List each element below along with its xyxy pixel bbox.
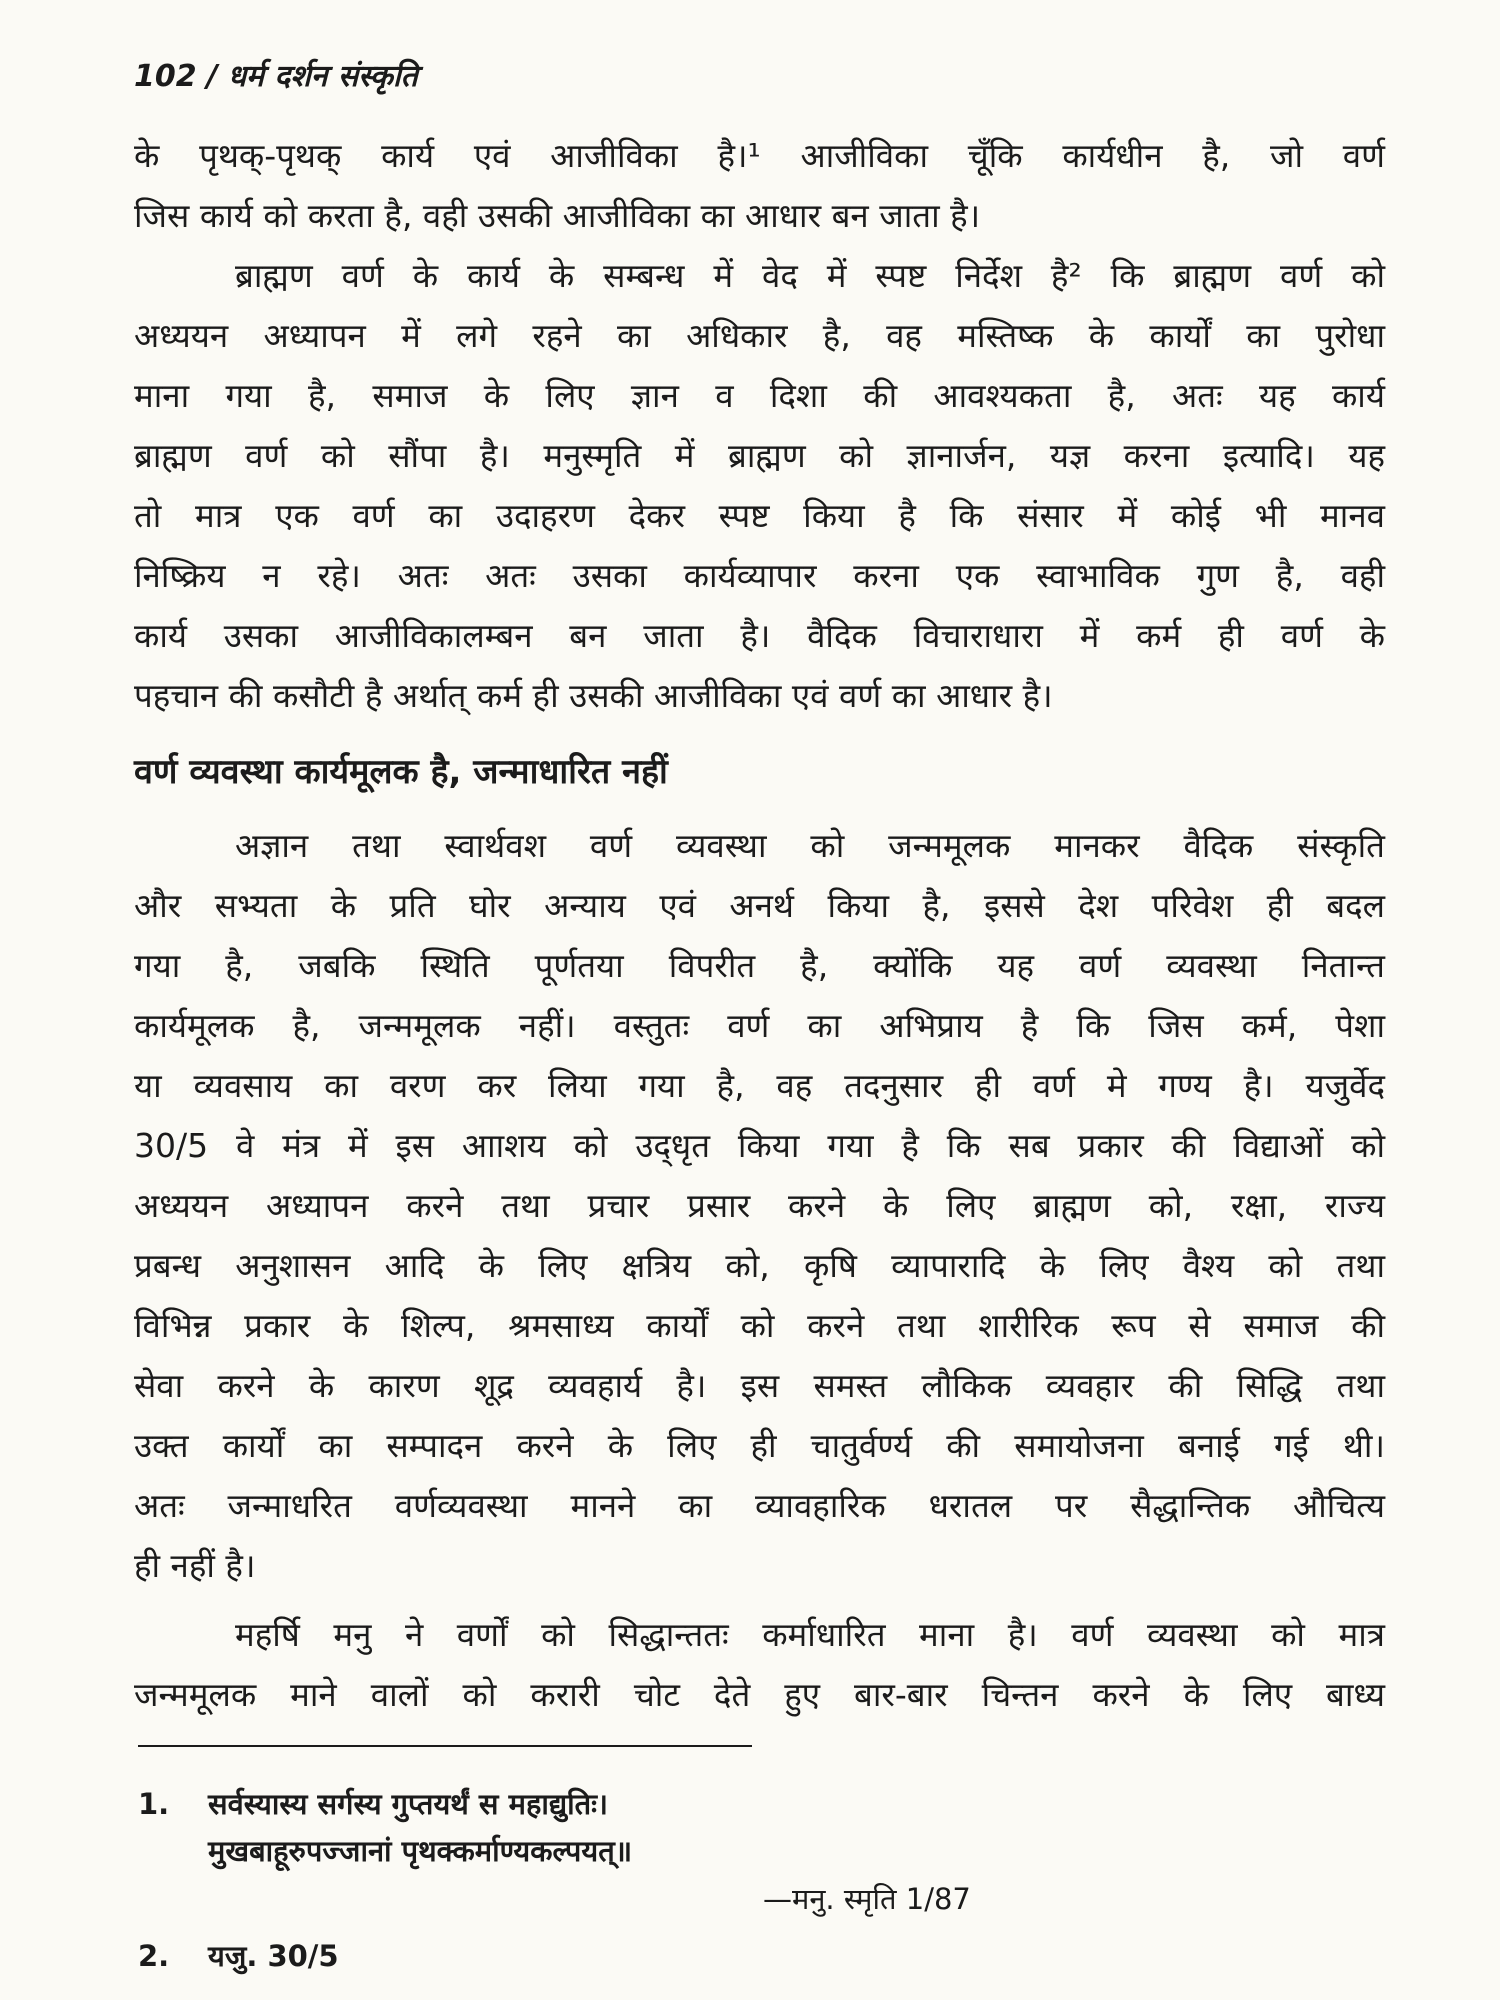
paragraph-4-line-1: महर्षि मनु ने वर्णों को सिद्धान्ततः कर्माधारित माना है। वर्ण व्यवस्था को मात्र [235, 1615, 1385, 1654]
footnote-1-line-2: मुखबाहूरुपज्जानां पृथक्कर्माण्यकल्पयत्॥ [208, 1834, 633, 1868]
paragraph-2-line-1: ब्राह्मण वर्ण के कार्य के सम्बन्ध में वेद में स्पष्ट निर्देश है² कि ब्राह्मण वर्ण को [235, 256, 1385, 295]
paragraph-2-line-8: पहचान की कसौटी है अर्थात् कर्म ही उसकी आजीविका एवं वर्ण का आधार है। [134, 676, 1053, 715]
footnote-1-number: 1. [138, 1787, 170, 1821]
footnote-1-verse [208, 1781, 632, 1875]
paragraph-2 [134, 246, 1385, 726]
paragraph-3-line-5: या व्यवसाय का वरण कर लिया गया है, वह तदनुसार ही वर्ण मे गण्य है। यजुर्वेद [134, 1066, 1385, 1105]
footnote-divider [138, 1745, 752, 1747]
footnote-1-attribution: —मनु. स्मृति 1/87 [763, 1882, 971, 1916]
paragraph-3-line-4: कार्यमूलक है, जन्ममूलक नहीं। वस्तुतः वर्ण का अभिप्राय है कि जिस कर्म, पेशा [134, 1006, 1385, 1045]
footnote-2-line-1: यजु. 30/5 [208, 1939, 339, 1973]
paragraph-3-line-3: गया है, जबकि स्थिति पूर्णतया विपरीत है, क्योंकि यह वर्ण व्यवस्था नितान्त [134, 946, 1385, 985]
paragraph-2-line-4: ब्राह्मण वर्ण को सौंपा है। मनुस्मृति में ब्राह्मण को ज्ञानार्जन, यज्ञ करना इत्यादि। यह [134, 436, 1385, 475]
paragraph-3 [134, 816, 1385, 1596]
paragraph-3-line-10: सेवा करने के कारण शूद्र व्यवहार्य है। इस समस्त लौकिक व्यवहार की सिद्धि तथा [134, 1366, 1385, 1405]
paragraph-3-line-6: 30/5 वे मंत्र में इस आाशय को उद्‌धृत किया गया है कि सब प्रकार की विद्याओं को [134, 1126, 1385, 1165]
paragraph-3-line-9: विभिन्न प्रकार के शिल्प, श्रमसाध्य कार्यों को करने तथा शारीरिक रूप से समाज की [134, 1306, 1385, 1345]
paragraph-3-line-2: और सभ्यता के प्रति घोर अन्याय एवं अनर्थ किया है, इससे देश परिवेश ही बदल [134, 886, 1385, 925]
paragraph-2-line-6: निष्क्रिय न रहे। अतः अतः उसका कार्यव्यापार करना एक स्वाभाविक गुण है, वही [134, 556, 1385, 595]
body-text [134, 126, 1385, 1725]
footnote-1-line-1: सर्वस्यास्य सर्गस्य गुप्तयर्थं स महाद्युतिः। [208, 1787, 609, 1821]
paragraph-3-line-11: उक्त कार्यों का सम्पादन करने के लिए ही चातुर्वर्ण्य की समायोजना बनाई गई थी। [134, 1426, 1385, 1465]
paragraph-2-line-5: तो मात्र एक वर्ण का उदाहरण देकर स्पष्ट किया है कि संसार में कोई भी मानव [134, 496, 1385, 535]
paragraph-3-line-1: अज्ञान तथा स्वार्थवश वर्ण व्यवस्था को जन्ममूलक मानकर वैदिक संस्कृति [235, 826, 1385, 865]
paragraph-1 [134, 126, 1385, 246]
paragraph-2-line-7: कार्य उसका आजीविकालम्बन बन जाता है। वैदिक विचाराधारा में कर्म ही वर्ण के [134, 616, 1385, 655]
footnotes [138, 1781, 1238, 1980]
running-header [134, 52, 418, 102]
header-separator: / [206, 59, 218, 94]
footnote-2-number: 2. [138, 1939, 170, 1973]
page-number: 102 [134, 59, 197, 94]
paragraph-1-line-2: जिस कार्य को करता है, वही उसकी आजीविका का आधार बन जाता है। [134, 196, 981, 235]
paragraph-3-line-13: ही नहीं है। [134, 1546, 256, 1585]
footnote-2-text [208, 1933, 339, 1980]
footnote-1 [138, 1781, 1238, 1875]
paragraph-4-line-2: जन्ममूलक माने वालों को करारी चोट देते हुए बार-बार चिन्तन करने के लिए बाध्य [134, 1675, 1385, 1714]
paragraph-3-line-8: प्रबन्ध अनुशासन आदि के लिए क्षत्रिय को, कृषि व्यापारादि के लिए वैश्य को तथा [134, 1246, 1385, 1285]
paragraph-4 [134, 1605, 1385, 1725]
paragraph-3-line-12: अतः जन्माधरित वर्णव्यवस्था मानने का व्यावहारिक धरातल पर सैद्धान्तिक औचित्य [134, 1486, 1385, 1525]
paragraph-2-line-2: अध्ययन अध्यापन में लगे रहने का अधिकार है, वह मस्तिष्क के कार्यों का पुरोधा [134, 316, 1385, 355]
paragraph-3-line-7: अध्ययन अध्यापन करने तथा प्रचार प्रसार करने के लिए ब्राह्मण को, रक्षा, राज्य [134, 1186, 1385, 1225]
paragraph-1-line-1: के पृथक्-पृथक् कार्य एवं आजीविका है।¹ आजीविका चूँकि कार्यधीन है, जो वर्ण [134, 136, 1385, 175]
section-heading: वर्ण व्यवस्था कार्यमूलक है, जन्माधारित नहीं [134, 752, 668, 792]
footnote-2 [138, 1933, 1238, 1980]
paragraph-2-line-3: माना गया है, समाज के लिए ज्ञान व दिशा की आवश्यकता है, अतः यह कार्य [134, 376, 1385, 415]
book-title: धर्म दर्शन संस्कृति [227, 59, 418, 94]
